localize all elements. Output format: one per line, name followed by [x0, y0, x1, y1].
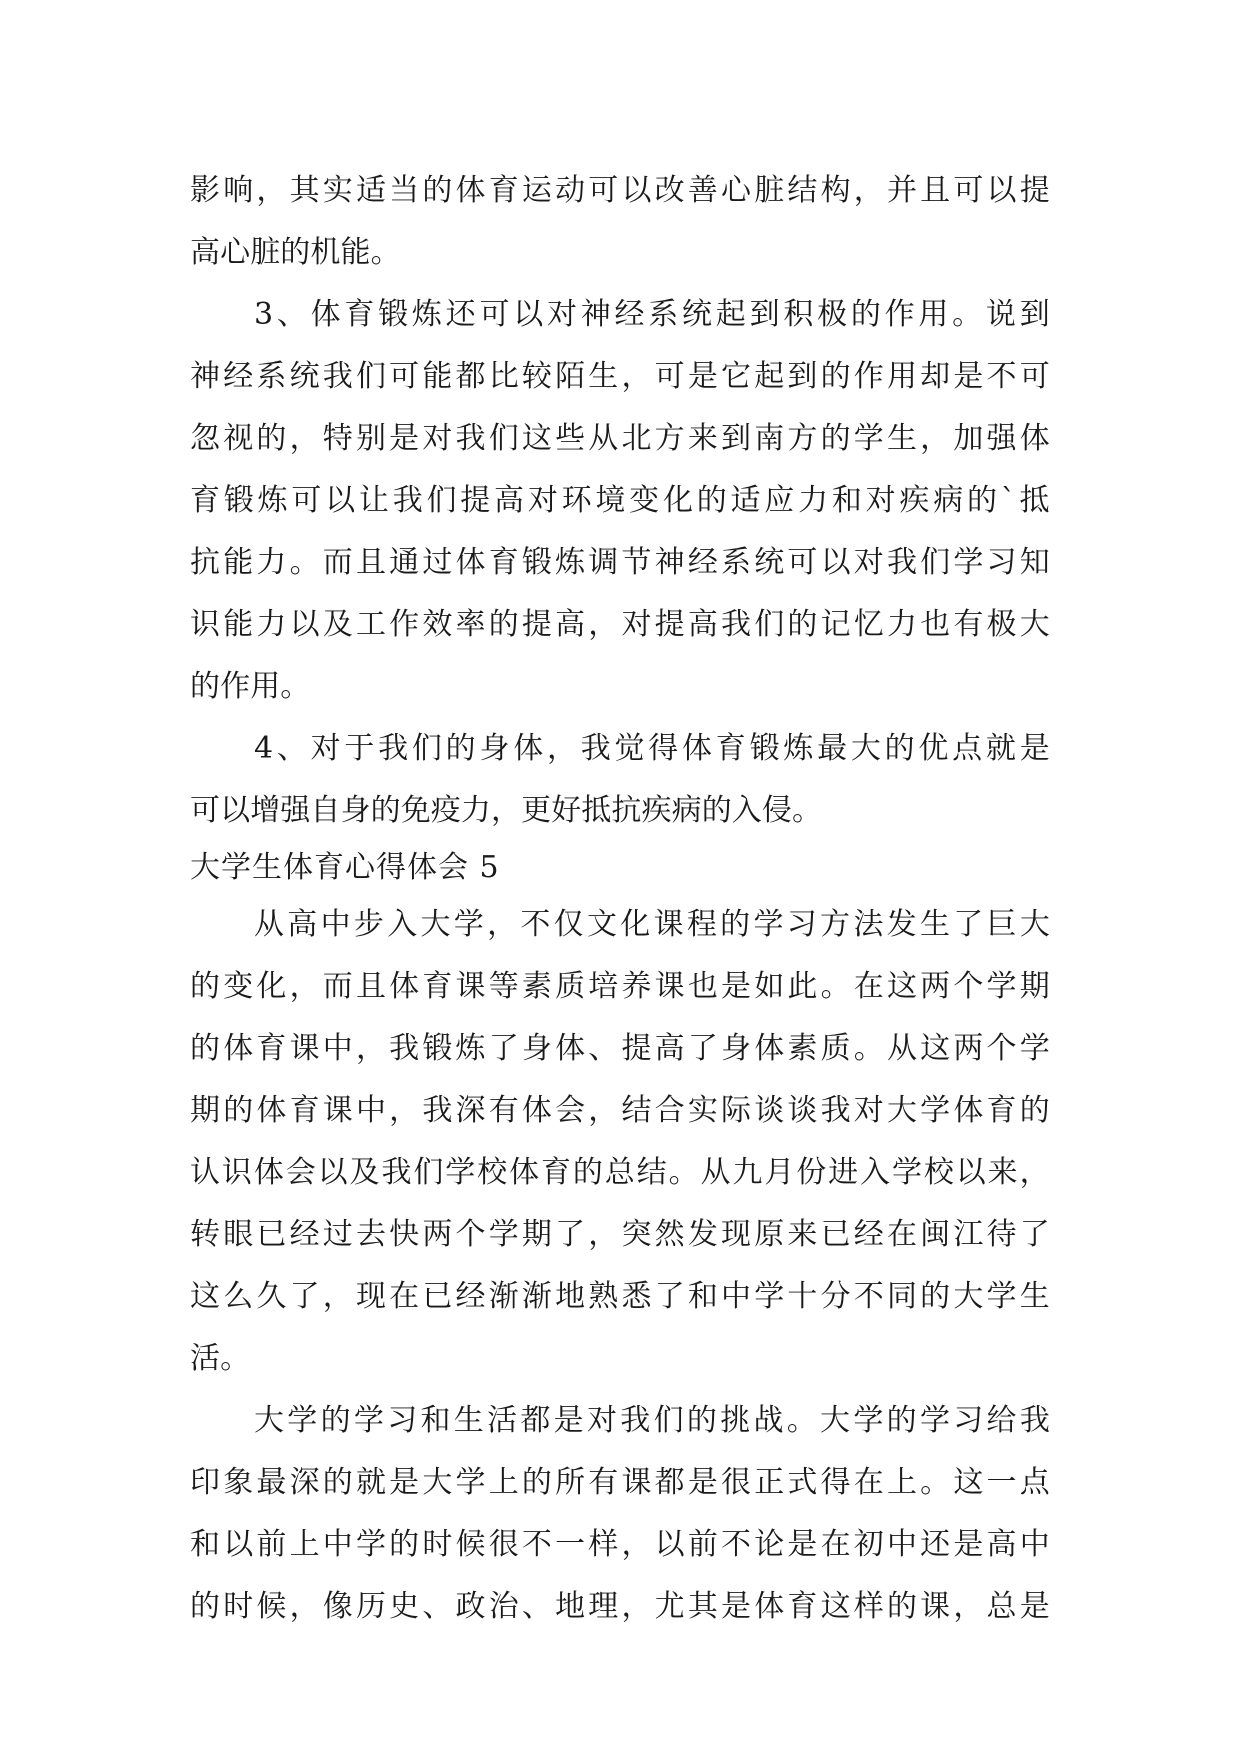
- paragraph-line: 可以增强自身的免疫力，更好抵抗疾病的入侵。: [190, 793, 823, 828]
- paragraph-line: 的 体 育 课 中 ， 我 锻 炼 了 身 体 、 提 高 了 身 体 素 质 。 从 这 两 个 学: [190, 1031, 1050, 1066]
- paragraph-line: 影 响 ， 其 实 适 当 的 体 育 运 动 可 以 改 善 心 脏 结 构 ， 并 且 可 以 提: [190, 173, 1050, 208]
- paragraph-line: 的 变 化 ， 而 且 体 育 课 等 素 质 培 养 课 也 是 如 此 。 在 这 两 个 学 期: [190, 969, 1050, 1004]
- paragraph-line: 忽 视 的 ， 特 别 是 对 我 们 这 些 从 北 方 来 到 南 方 的 学 生 ， 加 强 体: [190, 421, 1050, 456]
- paragraph-line: 育 锻 炼 可 以 让 我 们 提 高 对 环 境 变 化 的 适 应 力 和 对 疾 病 的 ` 抵: [190, 483, 1050, 518]
- paragraph-line: 的 时 候 ， 像 历 史 、 政 治 、 地 理 ， 尤 其 是 体 育 这 样 的 课 ， 总 是: [190, 1589, 1050, 1624]
- paragraph-line: 抗 能 力 。 而 且 通 过 体 育 锻 炼 调 节 神 经 系 统 可 以 对 我 们 学 习 知: [190, 545, 1050, 580]
- paragraph-line: 的作用。: [190, 669, 311, 704]
- paragraph-line: 高心脏的机能。: [190, 235, 401, 270]
- paragraph-line: 转 眼 已 经 过 去 快 两 个 学 期 了 ， 突 然 发 现 原 来 已 经 在 闽 江 待 了: [190, 1217, 1050, 1252]
- paragraph-line: 3 、 体 育 锻 炼 还 可 以 对 神 经 系 统 起 到 积 极 的 作 用 。 说 到: [254, 297, 1050, 332]
- paragraph-line: 印 象 最 深 的 就 是 大 学 上 的 所 有 课 都 是 很 正 式 得 在 上 。 这 一 点: [190, 1465, 1050, 1500]
- paragraph-line: 大 学 的 学 习 和 生 活 都 是 对 我 们 的 挑 战 。 大 学 的 学 习 给 我: [254, 1403, 1050, 1438]
- document-body: [190, 160, 1050, 1638]
- paragraph-line: 和 以 前 上 中 学 的 时 候 很 不 一 样 ， 以 前 不 论 是 在 初 中 还 是 高 中: [190, 1527, 1050, 1562]
- paragraph-line: 期 的 体 育 课 中 ， 我 深 有 体 会 ， 结 合 实 际 谈 谈 我 对 大 学 体 育 的: [190, 1093, 1050, 1128]
- paragraph-line: 识 能 力 以 及 工 作 效 率 的 提 高 ， 对 提 高 我 们 的 记 忆 力 也 有 极 大: [190, 607, 1050, 642]
- section-heading: 大学生体育心得体会 5: [190, 850, 500, 885]
- paragraph-line: 活。: [190, 1341, 251, 1376]
- paragraph-line: 这 么 久 了 ， 现 在 已 经 渐 渐 地 熟 悉 了 和 中 学 十 分 不 同 的 大 学 生: [190, 1279, 1050, 1314]
- paragraph-line: 从 高 中 步 入 大 学 ， 不 仅 文 化 课 程 的 学 习 方 法 发 生 了 巨 大: [254, 907, 1050, 942]
- paragraph-line: 4 、 对 于 我 们 的 身 体 ， 我 觉 得 体 育 锻 炼 最 大 的 优 点 就 是: [254, 731, 1050, 766]
- paragraph-line: 认 识 体 会 以 及 我 们 学 校 体 育 的 总 结 。 从 九 月 份 进 入 学 校 以 来 ，: [190, 1155, 1050, 1190]
- paragraph-line: 神 经 系 统 我 们 可 能 都 比 较 陌 生 ， 可 是 它 起 到 的 作 用 却 是 不 可: [190, 359, 1050, 394]
